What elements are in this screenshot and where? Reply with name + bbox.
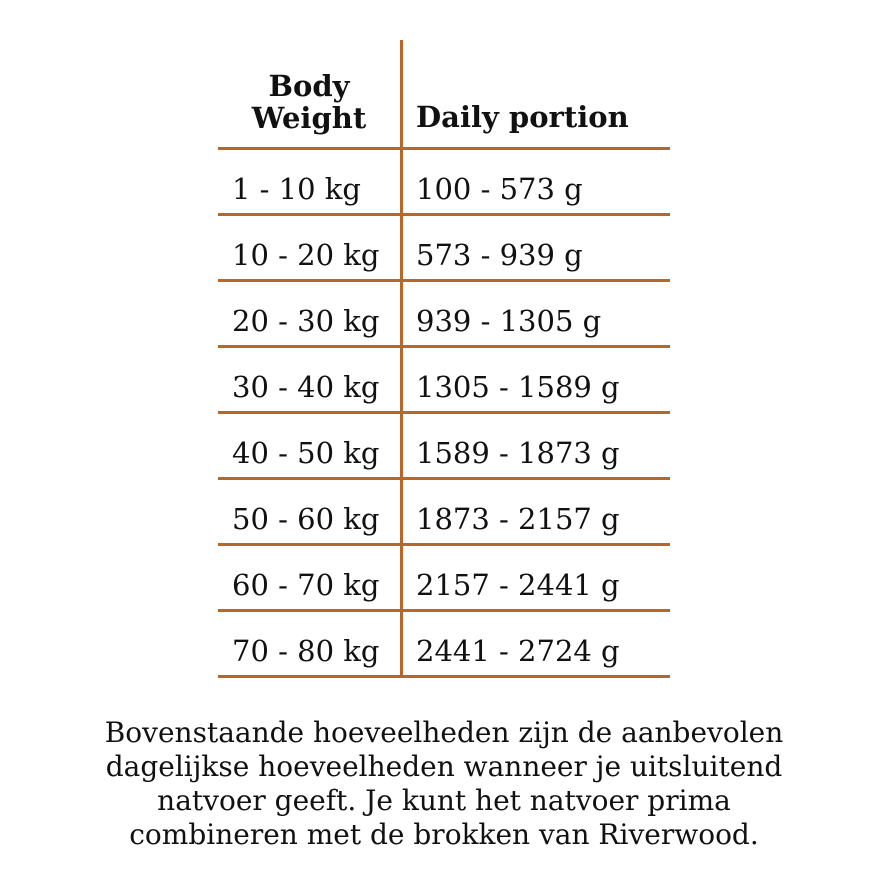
table-row [218,480,670,546]
cell-daily-portion: 2157 - 2441 g [416,568,620,602]
cell-body-weight: 10 - 20 kg [232,238,380,272]
table-row [218,216,670,282]
cell-body-weight: 70 - 80 kg [232,634,380,668]
cell-body-weight: 1 - 10 kg [232,172,361,206]
table-row [218,414,670,480]
table-row [218,546,670,612]
cell-body-weight: 20 - 30 kg [232,304,380,338]
cell-body-weight: 60 - 70 kg [232,568,380,602]
feeding-note [30,716,858,852]
header-body-weight-line2: Weight [251,101,367,135]
table-row [218,282,670,348]
cell-body-weight: 30 - 40 kg [232,370,380,404]
feeding-note-line: combineren met de brokken van Riverwood. [129,818,759,851]
feeding-note-line: natvoer geeft. Je kunt het natvoer prima [157,784,731,817]
cell-daily-portion: 939 - 1305 g [416,304,602,338]
header-body-weight-line1: Body [268,69,350,103]
header-daily-portion: Daily portion [416,100,629,134]
feeding-note-line: dagelijkse hoeveelheden wanneer je uitsluitend [105,750,783,783]
cell-daily-portion: 1589 - 1873 g [416,436,620,470]
cell-body-weight: 50 - 60 kg [232,502,380,536]
cell-daily-portion: 1873 - 2157 g [416,502,620,536]
row-divider [218,675,670,678]
table-body [218,150,670,678]
cell-daily-portion: 573 - 939 g [416,238,583,272]
header-body-weight [218,70,400,134]
cell-daily-portion: 2441 - 2724 g [416,634,620,668]
feeding-note-line: Bovenstaande hoeveelheden zijn de aanbevolen [104,716,784,749]
cell-daily-portion: 100 - 573 g [416,172,583,206]
table-row [218,348,670,414]
table-row [218,150,670,216]
cell-body-weight: 40 - 50 kg [232,436,380,470]
table-row [218,612,670,678]
table-header [218,40,670,150]
feeding-table [218,40,670,678]
cell-daily-portion: 1305 - 1589 g [416,370,620,404]
column-divider [400,40,403,678]
